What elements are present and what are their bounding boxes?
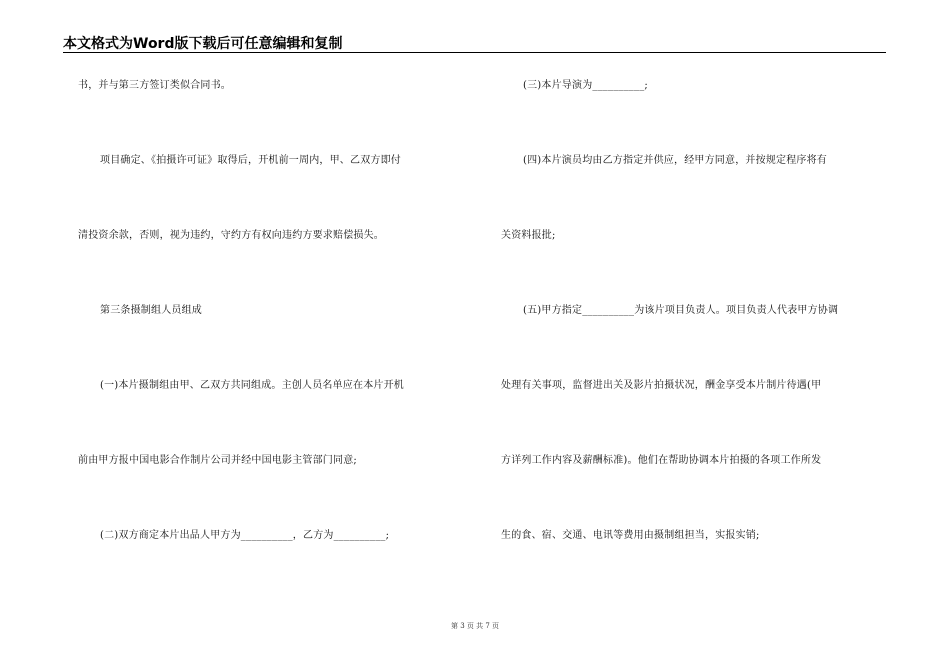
section-heading: 第三条摄制组人员组成 [100, 305, 202, 316]
text-line: 清投资余款，否则，视为违约，守约方有权向违约方要求赔偿损失。 [78, 230, 384, 241]
text-line: 书，并与第三方签订类似合同书。 [78, 80, 231, 91]
text-line: 关资料报批; [501, 230, 556, 241]
text-line: 方详列工作内容及薪酬标准)。他们在帮助协调本片拍摄的各项工作所发 [501, 455, 822, 466]
text-line: 项目确定、《拍摄许可证》取得后，开机前一周内，甲、乙双方即付 [100, 155, 401, 166]
text-line: 生的食、宿、交通、电讯等费用由摄制组担当，实报实销; [501, 530, 760, 541]
text-line: (一)本片摄制组由甲、乙双方共同组成。主创人员名单应在本片开机 [100, 380, 405, 391]
text-line: 前由甲方报中国电影合作制片公司并经中国电影主管部门同意; [78, 455, 357, 466]
text-line: (三)本片导演为__________; [523, 80, 648, 91]
text-line: (五)甲方指定__________为该片项目负责人。项目负责人代表甲方协调 [523, 305, 839, 316]
text-line: (四)本片演员均由乙方指定并供应，经甲方同意，并按规定程序将有 [523, 155, 828, 166]
header-divider [63, 52, 886, 53]
text-line: 处理有关事项，监督进出关及影片拍摄状况，酬金享受本片制片待遇(甲 [501, 380, 822, 391]
document-header-title: 本文格式为Word版下载后可任意编辑和复制 [63, 36, 343, 52]
text-line: (二)双方商定本片出品人甲方为__________，乙方为__________; [100, 530, 390, 541]
page-number-footer: 第 3 页 共 7 页 [450, 622, 500, 630]
